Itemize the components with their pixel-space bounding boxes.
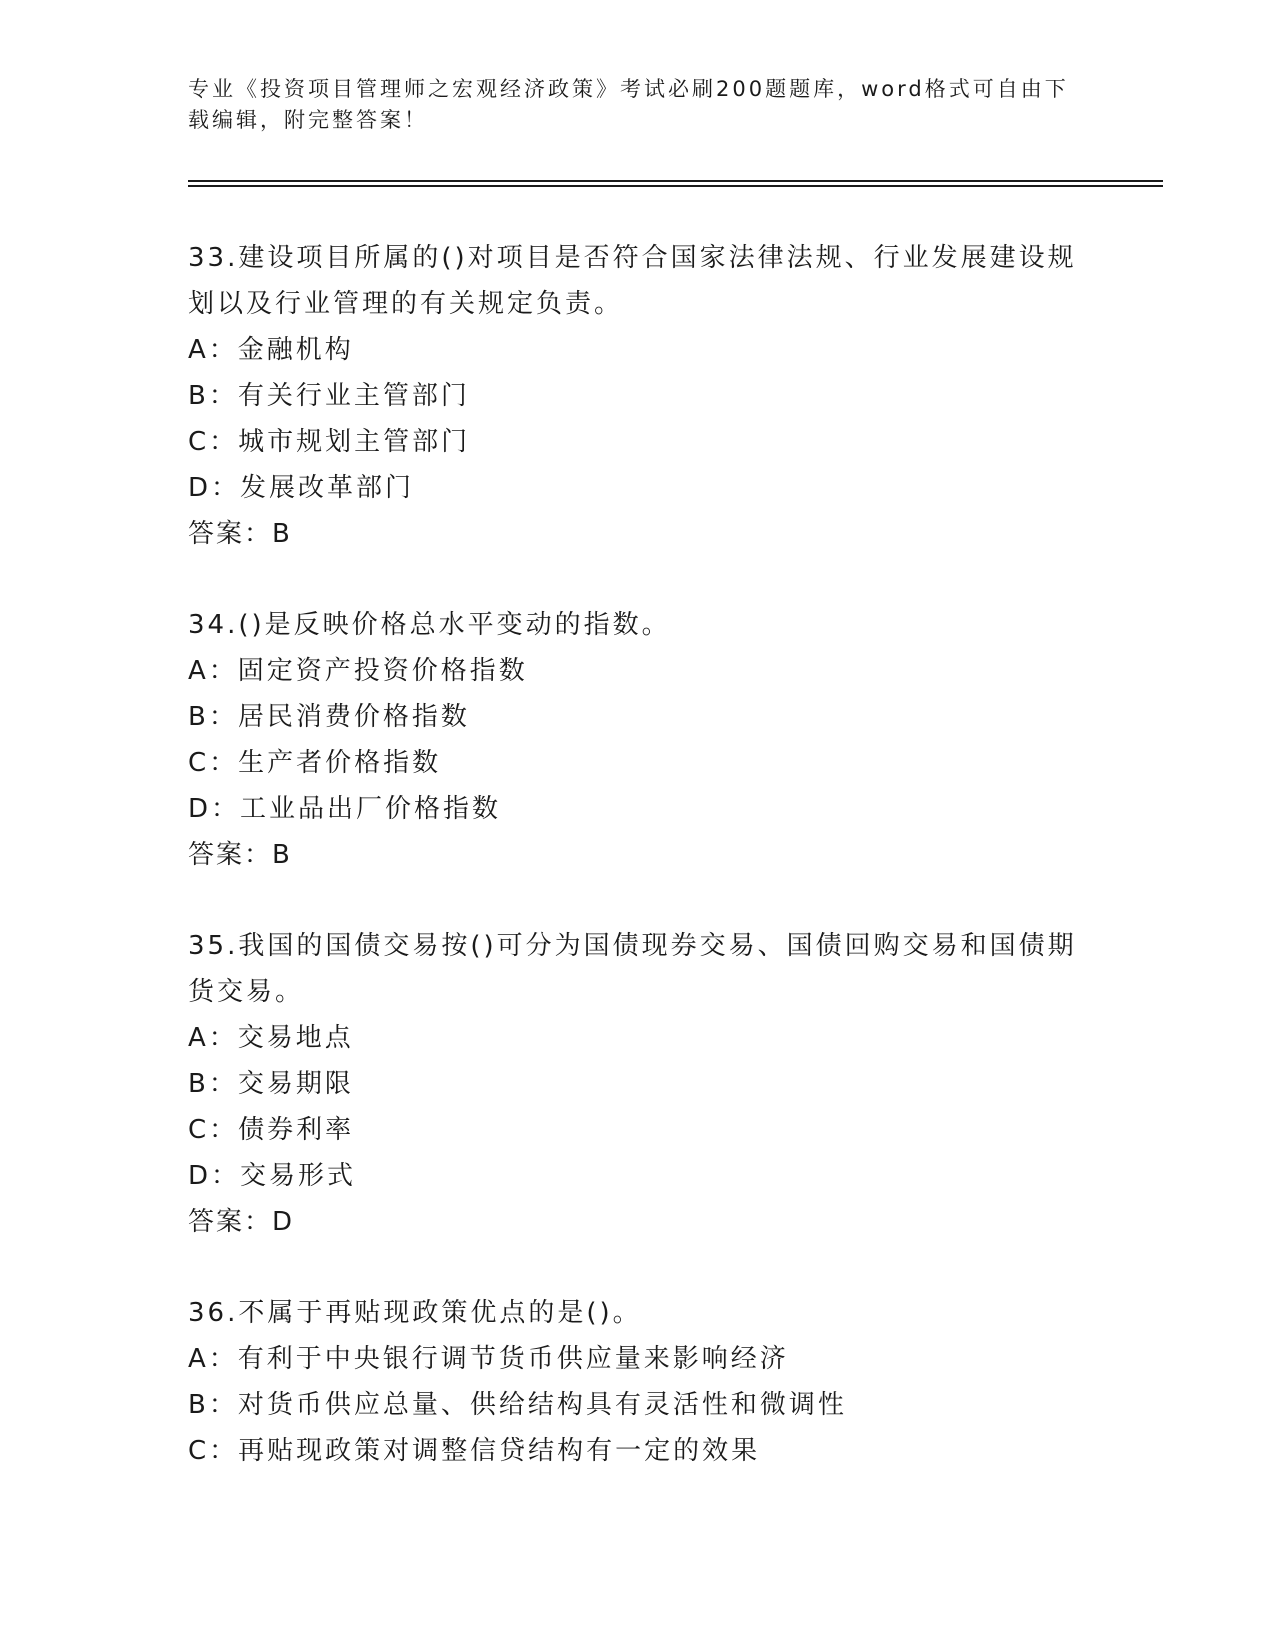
option-b: B：对货币供应总量、供给结构具有灵活性和微调性 — [188, 1390, 847, 1420]
answer: 答案：D — [188, 1207, 295, 1237]
question-stem: 33.建设项目所属的()对项目是否符合国家法律法规、行业发展建设规划以及行业管理的有关规定负责。 — [188, 243, 1077, 319]
question-33 — [188, 235, 1088, 557]
question-list — [188, 235, 1088, 1519]
header-rule-bottom — [188, 185, 1163, 187]
question-34 — [188, 602, 1088, 878]
option-c: C：生产者价格指数 — [188, 748, 442, 778]
document-header: 专业《投资项目管理师之宏观经济政策》考试必刷200题题库，word格式可自由下载编辑，附完整答案！ — [188, 77, 1069, 132]
option-c: C：再贴现政策对调整信贷结构有一定的效果 — [188, 1436, 761, 1466]
option-a: A：有利于中央银行调节货币供应量来影响经济 — [188, 1344, 789, 1374]
option-b: B：居民消费价格指数 — [188, 702, 470, 732]
option-a: A：金融机构 — [188, 335, 354, 365]
question-36 — [188, 1290, 1088, 1474]
header-rule-top — [188, 180, 1163, 182]
option-b: B：交易期限 — [188, 1069, 354, 1099]
option-d: D：交易形式 — [188, 1161, 357, 1191]
option-d: D：工业品出厂价格指数 — [188, 794, 502, 824]
answer: 答案：B — [188, 840, 292, 870]
question-stem: 34.()是反映价格总水平变动的指数。 — [188, 610, 671, 640]
option-c: C：城市规划主管部门 — [188, 427, 471, 457]
option-b: B：有关行业主管部门 — [188, 381, 470, 411]
option-c: C：债券利率 — [188, 1115, 355, 1145]
option-a: A：固定资产投资价格指数 — [188, 656, 528, 686]
option-d: D：发展改革部门 — [188, 473, 415, 503]
question-stem: 35.我国的国债交易按()可分为国债现券交易、国债回购交易和国债期货交易。 — [188, 931, 1077, 1007]
question-35 — [188, 923, 1088, 1245]
option-a: A：交易地点 — [188, 1023, 354, 1053]
question-stem: 36.不属于再贴现政策优点的是()。 — [188, 1298, 642, 1328]
answer: 答案：B — [188, 519, 292, 549]
